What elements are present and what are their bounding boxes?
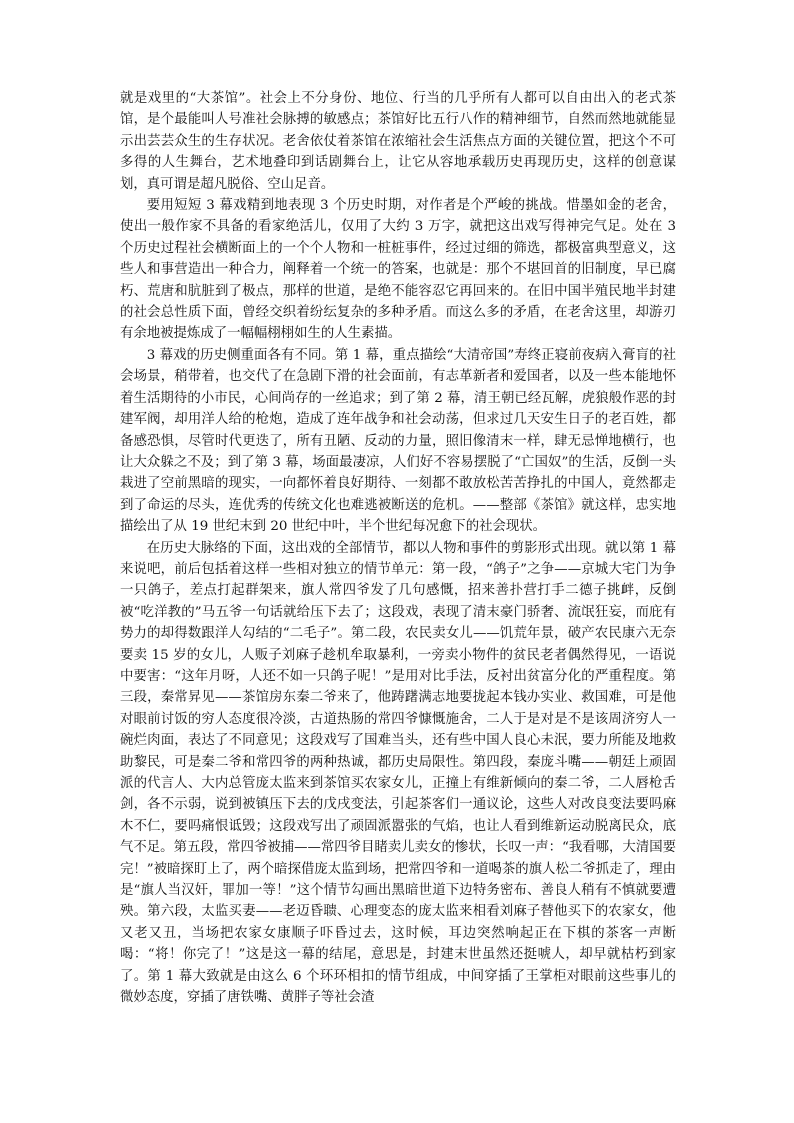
paragraph: 在历史大脉络的下面，这出戏的全部情节，都以人物和事件的剪影形式出现。就以第 1 幕来说吧，前后包括着这样一些相对独立的情节单元：第一段，“鸽子”之争——京城大宅门为争一只鸽子，差点打起群架来，旗人常四爷发了几句感慨，招来善扑营打手二德子挑衅，反倒被“吃洋教的”马五爷一句话就给压下去了；这段戏，表现了清末豪门骄奢、流氓狂妄，而庇有势力的却得数跟洋人勾结的“二毛子”。第二段，农民卖女儿——饥荒年景，破产农民康六无奈要卖 15 岁的女儿，人贩子刘麻子趁机牟取暴利，一旁卖小物件的贫民老者偶然得见，一语说中要害：“这年月呀，人还不如一只鸽子呢！”是用对比手法，反衬出贫富分化的严重程度。第三段，秦常昇见——茶馆房东秦二爷来了，他踌躇满志地要拢起本钱办实业、救国难，可是他对眼前讨饭的穷人态度很冷淡，古道热肠的常四爷慷慨施舍，二人于是对是不是该周济穷人一碗烂肉面，表达了不同意见；这段戏写了国难当头，还有些中国人良心未泯，要力所能及地救助黎民，可是秦二爷和常四爷的两种热诚，都历史局限性。第四段，秦庞斗嘴——朝廷上顽固派的代言人、大内总管庞太监来到茶馆买农家女儿，正撞上有维新倾向的秦二爷，二人唇枪舌剑，各不示弱，说到被镇压下去的戊戌变法，引起茶客们一通议论，这些人对改良变法要吗麻木不仁，要吗痛恨诋毁；这段戏写出了顽固派嚣张的气焰，也让人看到维新运动脱离民众，底气不足。第五段，常四爷被捕——常四爷目睹卖儿卖女的惨状，长叹一声：“我看哪，大清国要完！”被暗探盯上了，两个暗探借庞太监到场，把常四爷和一道喝茶的旗人松二爷抓走了，理由是“旗人当汉奸，罪加一等！”这个情节勾画出黑暗世道下边特务密布、善良人稍有不慎就要遭殃。第六段，太监买妻——老迈昏聩、心理变态的庞太监来相看刘麻子替他买下的农家女，他又老又丑，当场把农家女康顺子吓昏过去，这时候，耳边突然响起正在下棋的茶客一声断喝：“将！你完了！”这是这一幕的结尾，意思是，封建末世虽然还挺唬人，却早就枯朽到家了。第 1 幕大致就是由这么 6 个环环相扣的情节组成，中间穿插了王掌柜对眼前这些事儿的微妙态度，穿插了唐铁嘴、黄胖子等社会渣: [120, 540, 676, 1006]
paragraph: 要用短短 3 幕戏精到地表现 3 个历史时期，对作者是个严峻的挑战。惜墨如金的老舍，使出一般作家不具备的看家绝活儿，仅用了大约 3 万字，就把这出戏写得神完气足。处在 3 个历史过程社会横断面上的一个个人物和一桩桩事件，经过过细的筛选，都极富典型意义，这些人和事营造出一种合力，阐释着一个统一的答案，也就是：那个不堪回首的旧制度，早已腐朽、荒唐和肮脏到了极点，那样的世道，是绝不能容忍它再回来的。在旧中国半殖民地半封建的社会总性质下面，曾经交织着纷纭复杂的多种矛盾。而这么多的矛盾，在老舍这里，却游刃有余地被提炼成了一幅幅栩栩如生的人生素描。: [120, 198, 676, 342]
document-page: [120, 88, 676, 1008]
paragraph: 3 幕戏的历史侧重面各有不同。第 1 幕，重点描绘“大清帝国”寿终正寝前夜病入膏肓的社会场景，稍带着，也交代了在急剧下滑的社会面前，有志革新者和爱国者，以及一些本能地怀着生活期待的小市民，心间尚存的一丝追求；到了第 2 幕，清王朝已经瓦解，虎狼般作恶的封建军阀，却用洋人给的枪炮，造成了连年战争和社会动荡，但求过几天安生日子的老百姓，都备感恐惧，尽管时代更迭了，所有丑陋、反动的力量，照旧像清末一样，肆无忌惮地横行，也让大众躲之不及；到了第 3 幕，场面最凄凉，人们好不容易摆脱了“亡国奴”的生活，反倒一头栽进了空前黑暗的现实，一向都怀着良好期待、一刻都不敢放松苦苦挣扎的中国人，竟然都走到了命运的尽头，连优秀的传统文化也难逃被断送的危机。——整部《茶馆》就这样，忠实地描绘出了从 19 世纪末到 20 世纪中叶，半个世纪每况愈下的社会现状。: [120, 347, 676, 535]
paragraph: 就是戏里的“大茶馆”。社会上不分身份、地位、行当的几乎所有人都可以自由出入的老式茶馆，是个最能叫人号准社会脉搏的敏感点；茶馆好比五行八作的精神细节，自然而然地就能显示出芸芸众生的生存状况。老舍依仗着茶馆在浓缩社会生活焦点方面的关键位置，把这个不可多得的人生舞台，艺术地叠印到话剧舞台上，让它从容地承载历史再现历史，这样的创意谋划，真可谓是超凡脱俗、空山足音。: [120, 91, 676, 192]
